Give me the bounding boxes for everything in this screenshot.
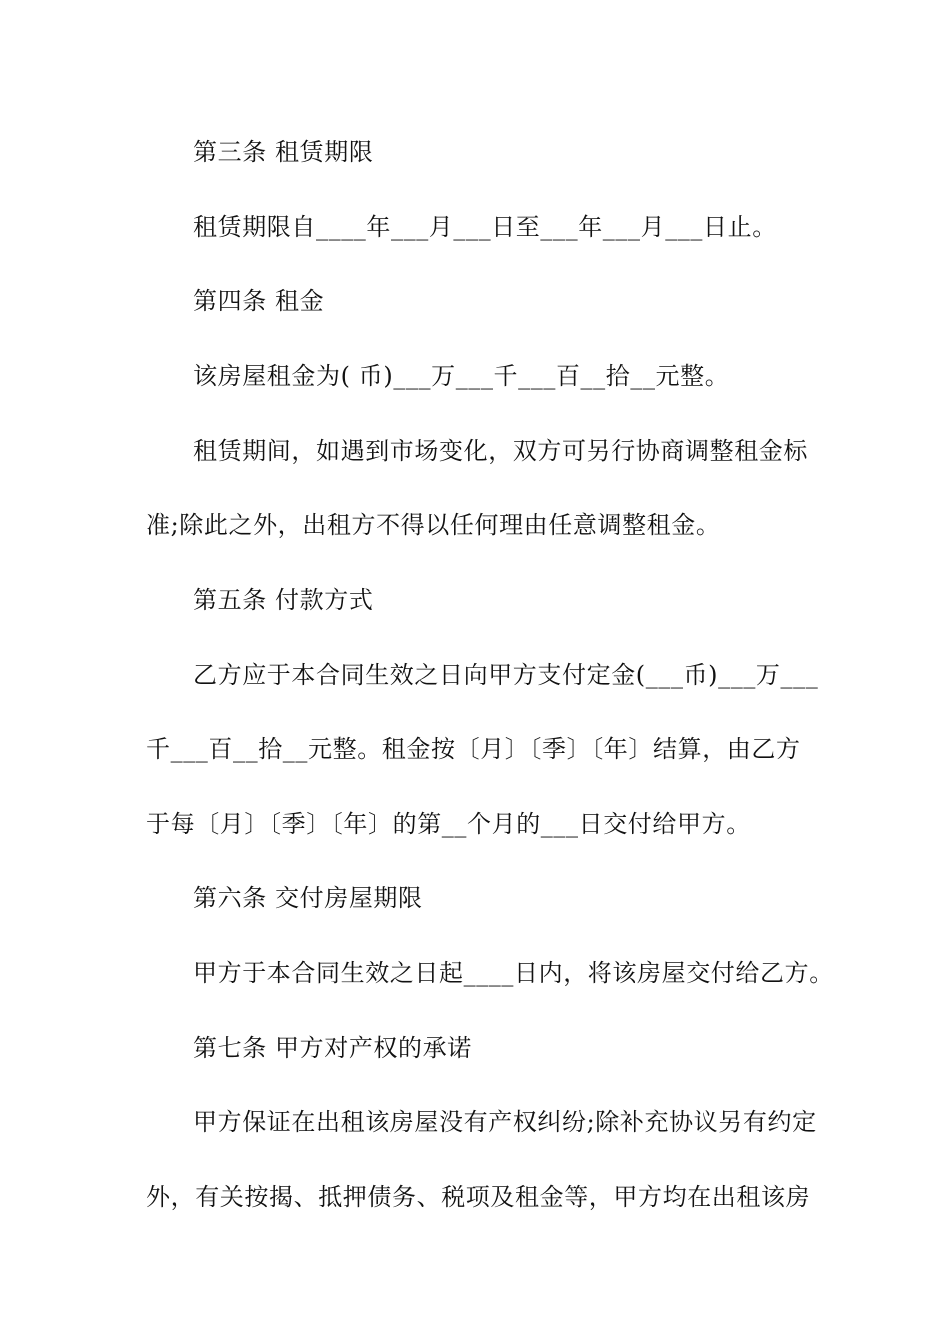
payment-text-line-1: 乙方应于本合同生效之日向甲方支付定金(___币)___万___ bbox=[193, 661, 819, 689]
rent-amount-text: 该房屋租金为( 币)___万___千___百__拾__元整。 bbox=[193, 362, 730, 390]
payment-text-line-3: 于每〔月〕〔季〕〔年〕的第__个月的___日交付给甲方。 bbox=[146, 810, 751, 838]
article-4-heading: 第四条 租金 bbox=[193, 287, 325, 315]
rent-adjust-text-line-1: 租赁期间，如遇到市场变化，双方可另行协商调整租金标 bbox=[193, 437, 808, 465]
ownership-text-line-1: 甲方保证在出租该房屋没有产权纠纷;除补充协议另有约定 bbox=[193, 1108, 817, 1136]
payment-text-line-2: 千___百__拾__元整。租金按〔月〕〔季〕〔年〕结算，由乙方 bbox=[146, 735, 801, 763]
article-5-heading: 第五条 付款方式 bbox=[193, 586, 374, 614]
rent-adjust-text-line-2: 准;除此之外，出租方不得以任何理由任意调整租金。 bbox=[146, 511, 721, 539]
article-3-heading: 第三条 租赁期限 bbox=[193, 138, 374, 166]
lease-term-text: 租赁期限自____年___月___日至___年___月___日止。 bbox=[193, 213, 777, 241]
delivery-term-text: 甲方于本合同生效之日起____日内，将该房屋交付给乙方。 bbox=[193, 959, 834, 987]
ownership-text-line-2: 外，有关按揭、抵押债务、税项及租金等，甲方均在出租该房 bbox=[146, 1183, 811, 1211]
article-7-heading: 第七条 甲方对产权的承诺 bbox=[193, 1034, 472, 1062]
article-6-heading: 第六条 交付房屋期限 bbox=[193, 884, 423, 912]
